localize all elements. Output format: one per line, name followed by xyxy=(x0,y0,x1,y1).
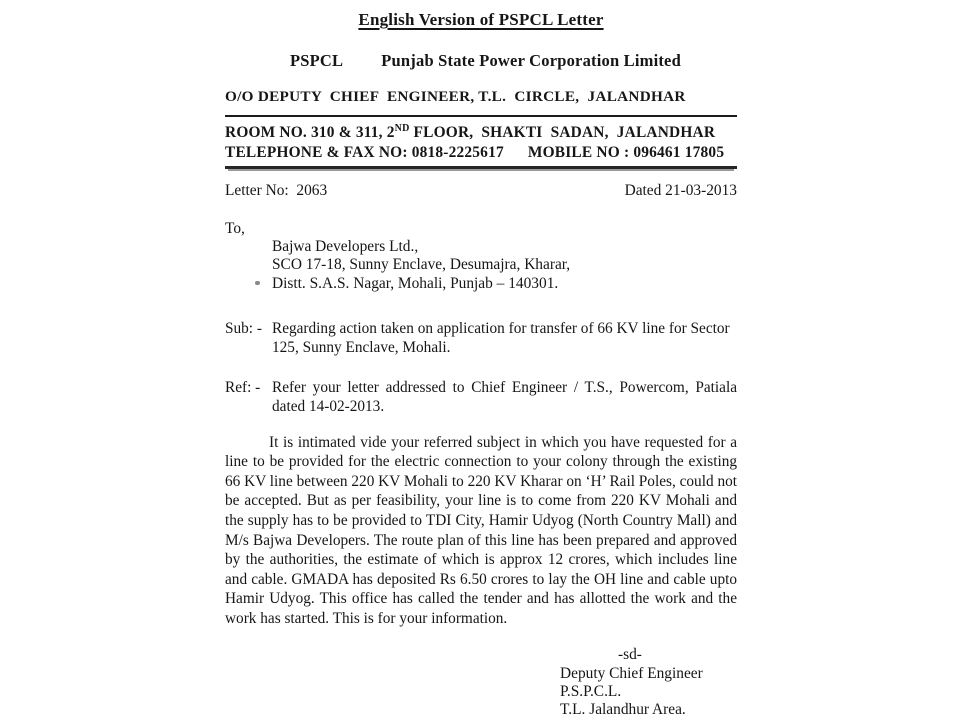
subject-text: Regarding action taken on application for transfer of 66 KV line for Sector 125, Sunny Enclave, Mohali. xyxy=(272,319,730,356)
recipient-address-block xyxy=(272,238,737,293)
office-line: O/O DEPUTY CHIEF ENGINEER, T.L. CIRCLE, JALANDHAR xyxy=(225,88,686,105)
org-full-name: Punjab State Power Corporation Limited xyxy=(381,51,681,70)
recipient-line: Distt. S.A.S. Nagar, Mohali, Punjab – 140301. xyxy=(272,274,559,292)
recipient-line: Bajwa Developers Ltd., xyxy=(272,238,419,256)
subject-block xyxy=(225,319,737,357)
scan-artifact-dot xyxy=(255,281,260,285)
room-address-line xyxy=(225,119,737,143)
signature-area: T.L. Jalandhur Area. xyxy=(560,701,686,719)
org-abbreviation: PSPCL xyxy=(290,51,344,70)
reference-label: Ref: - xyxy=(225,379,261,397)
letter-heading-text: English Version of PSPCL Letter xyxy=(358,10,604,29)
mobile-number: MOBILE NO : 096461 17805 xyxy=(527,144,725,162)
to-label: To, xyxy=(225,220,245,238)
letter-heading xyxy=(225,10,737,30)
reference-block xyxy=(225,378,737,416)
telephone-fax-number: TELEPHONE & FAX NO: 0818-2225617 xyxy=(225,144,504,162)
letter-body-paragraph: It is intimated vide your referred subject in which you have requested for a line to be provided for the electric connection to your colony through the existing 66 KV line between 220 KV Mohali to 220 KV Kharar on ‘H’ Rail Poles, could not be accepted. But as per feasibility, your line is to come from 220 KV Mohali and the supply has to be provided to TDI City, Hamir Udyog (North Country Mall) and M/s Bajwa Developers. The route plan of this line has been prepared and approved by the authorities, the estimate of which is approx 12 crores, which includes line and cable. GMADA has deposited Rs 6.50 crores to lay the OH line and cable upto Hamir Udyog. This office has called the tender and has allotted the work and the work has started. This is for your information. xyxy=(225,433,737,627)
subject-label: Sub: - xyxy=(225,319,262,337)
organization-row xyxy=(225,51,737,71)
signature-organization: P.S.P.C.L. xyxy=(560,682,622,700)
signature-block xyxy=(560,646,737,719)
letter-meta-row xyxy=(225,182,737,200)
room-address-post: FLOOR, SHAKTI SADAN, JALANDHAR xyxy=(409,124,716,142)
signature-designation: Deputy Chief Engineer xyxy=(560,664,703,682)
room-address-pre: ROOM NO. 310 & 311, 2 xyxy=(225,124,395,142)
ordinal-superscript: ND xyxy=(394,123,410,134)
contact-line xyxy=(225,143,737,163)
letter-number: Letter No: 2063 xyxy=(225,182,328,200)
recipient-line: SCO 17-18, Sunny Enclave, Desumajra, Kharar, xyxy=(272,256,571,274)
letter-content xyxy=(225,0,737,719)
office-address-box xyxy=(225,115,737,169)
reference-text: Refer your letter addressed to Chief Engineer / T.S., Powercom, Patiala dated 14-02-2013. xyxy=(272,379,737,416)
letter-date: Dated 21-03-2013 xyxy=(624,182,737,200)
signature-sd: -sd- xyxy=(618,646,642,664)
